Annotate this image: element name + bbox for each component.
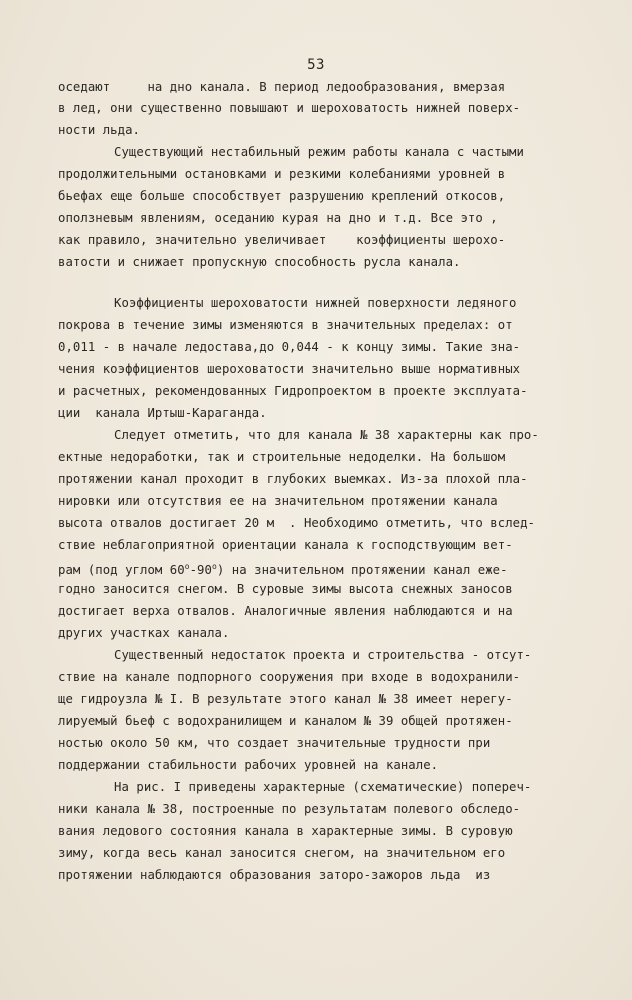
text-line: как правило, значительно увеличивает коэффициенты шерохо-	[58, 233, 506, 247]
text-line: ствие на канале подпорного сооружения при входе в водохранили-	[58, 670, 521, 684]
paragraph-start: Коэффициенты шероховатости нижней поверхности ледяного	[114, 296, 517, 310]
text-line: ствие неблагоприятной ориентации канала к господствующим вет-	[58, 538, 513, 552]
text-line: ники канала № 38, построенные по результатам полевого обследо-	[58, 802, 521, 816]
text-line: ще гидроузла № I. В результате этого канал № 38 имеет нерегу-	[58, 692, 513, 706]
text-line: ции канала Иртыш-Караганда.	[58, 406, 267, 420]
text-line: вания ледового состояния канала в характерные зимы. В суровую	[58, 824, 513, 838]
text-line: 0,011 - в начале ледостава,до 0,044 - к концу зимы. Такие зна-	[58, 340, 521, 354]
text-line: продолжительными остановками и резкими колебаниями уровней в	[58, 167, 506, 181]
text-line: оседают на дно канала. В период ледообразования, вмерзая	[58, 80, 506, 94]
paragraph-start: Существующий нестабильный режим работы канала с частыми	[114, 145, 524, 159]
page-number: 53	[307, 57, 325, 73]
text-line: лируемый бьеф с водохранилищем и каналом № 39 общей протяжен-	[58, 714, 513, 728]
text-line: нировки или отсутствия ее на значительном протяжении канала	[58, 494, 498, 508]
text-line: покрова в течение зимы изменяются в значительных пределах: от	[58, 318, 513, 332]
text-line: высота отвалов достигает 20 м . Необходимо отметить, что вслед-	[58, 516, 536, 530]
text-line: ностью около 50 км, что создает значительные трудности при	[58, 736, 491, 750]
text-line: протяжении наблюдаются образования заторо-зажоров льда из	[58, 868, 491, 882]
text-line: ектные недоработки, так и строительные недоделки. На большом	[58, 450, 506, 464]
paragraph-start: Следует отметить, что для канала № 38 характерны как про-	[114, 428, 539, 442]
text-line: протяжении канал проходит в глубоких выемках. Из-за плохой пла-	[58, 472, 528, 486]
text-line: бьефах еще больше способствует разрушению креплений откосов,	[58, 189, 506, 203]
text-line: других участках канала.	[58, 626, 230, 640]
text-line: поддержании стабильности рабочих уровней на канале.	[58, 758, 439, 772]
text-line: ности льда.	[58, 123, 140, 137]
text-line: в лед, они существенно повышают и шероховатость нижней поверх-	[58, 101, 521, 115]
paragraph-start: Существенный недостаток проекта и строительства - отсут-	[114, 648, 532, 662]
text-line-with-degrees: рам (под углом 60$^o$-90$^o$) на значительном протяжении канал еже-	[58, 562, 508, 577]
text-line: оползневым явлениям, оседанию курая на дно и т.д. Все это ,	[58, 211, 498, 225]
text-line: достигает верха отвалов. Аналогичные явления наблюдаются и на	[58, 604, 513, 618]
paragraph-start: На рис. I приведены характерные (схематические) попереч-	[114, 780, 532, 794]
text-line: и расчетных, рекомендованных Гидропроектом в проекте эксплуата-	[58, 384, 528, 398]
text-line: чения коэффициентов шероховатости значительно выше нормативных	[58, 362, 521, 376]
text-line: ватости и снижает пропускную способность русла канала.	[58, 255, 461, 269]
text-line: зиму, когда весь канал заносится снегом, на значительном его	[58, 846, 506, 860]
text-line: годно заносится снегом. В суровые зимы высота снежных заносов	[58, 582, 513, 596]
